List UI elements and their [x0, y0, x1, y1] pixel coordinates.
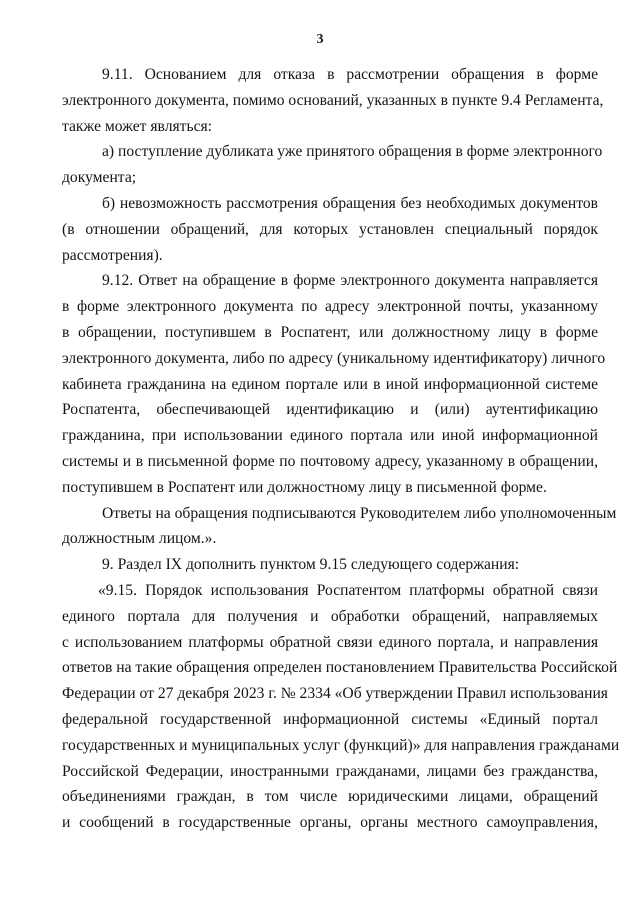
- text-line: а) поступление дубликата уже принятого обращения в форме электронного: [102, 143, 603, 161]
- text-line: и сообщений в государственные органы, органы местного самоуправления,: [62, 814, 598, 832]
- paragraph-answers: [62, 501, 617, 553]
- text-line: должностным лицом.».: [62, 530, 217, 548]
- text-line: документа;: [62, 169, 137, 187]
- text-line: Российской Федерации, иностранными гражданами, лицами без гражданства,: [62, 762, 598, 780]
- text-line: единого портала для получения и обработки обращений, направляемых: [62, 607, 598, 625]
- paragraph-9-12: [62, 268, 606, 500]
- text-line: кабинета гражданина на едином портале или в иной информационной системе: [62, 375, 598, 393]
- paragraph-section-9: [62, 552, 598, 578]
- text-line: с использованием платформы обратной связи единого портала, и направления: [62, 633, 598, 651]
- text-line: гражданина, при использовании единого портала или иной информационной: [62, 427, 598, 445]
- text-line: 9.11. Основанием для отказа в рассмотрении обращения в форме: [102, 66, 598, 83]
- text-line: электронного документа, либо по адресу (уникальному идентификатору) личного: [62, 349, 606, 367]
- text-line: в форме электронного документа по адресу электронной почты, указанному: [62, 298, 598, 316]
- text-line: ответов на такие обращения определен постановлением Правительства Российской: [62, 659, 618, 677]
- text-line: Роспатента, обеспечивающей идентификацию и (или) аутентификацию: [62, 401, 598, 419]
- paragraph-item-b: [62, 191, 598, 268]
- text-line: «9.15. Порядок использования Роспатентом платформы обратной связи: [98, 581, 598, 599]
- text-line: Федерации от 27 декабря 2023 г. № 2334 «Об утверждении Правил использования: [62, 685, 608, 703]
- text-line: электронного документа, помимо оснований, указанных в пункте 9.4 Регламента,: [62, 91, 604, 109]
- text-line: б) невозможность рассмотрения обращения без необходимых документов: [102, 194, 598, 212]
- text-line: 9.12. Ответ на обращение в форме электронного документа направляется: [102, 272, 598, 290]
- text-line: в обращении, поступившем в Роспатент, или должностному лицу в форме: [62, 323, 598, 341]
- page-number: 3: [316, 32, 324, 47]
- text-line: системы и в письменной форме по почтовому адресу, указанному в обращении,: [62, 452, 598, 470]
- text-line: объединениями граждан, в том числе юридическими лицами, обращений: [62, 788, 598, 806]
- text-line: также может являться:: [62, 117, 213, 135]
- paragraph-9-11: [62, 62, 604, 139]
- text-line: рассмотрения).: [62, 246, 163, 264]
- text-line: 9. Раздел IX дополнить пунктом 9.15 следующего содержания:: [102, 556, 520, 574]
- paragraph-item-a: [62, 139, 603, 191]
- text-line: (в отношении обращений, для которых установлен специальный порядок: [62, 220, 598, 238]
- paragraph-9-15: [62, 578, 620, 836]
- document-body: [62, 62, 620, 836]
- text-line: федеральной государственной информационной системы «Единый портал: [62, 710, 598, 728]
- text-line: государственных и муниципальных услуг (функций)» для направления гражданами: [62, 736, 620, 754]
- text-line: поступившем в Роспатент или должностному лицу в письменной форме.: [62, 478, 547, 496]
- text-line: Ответы на обращения подписываются Руководителем либо уполномоченным: [102, 504, 617, 522]
